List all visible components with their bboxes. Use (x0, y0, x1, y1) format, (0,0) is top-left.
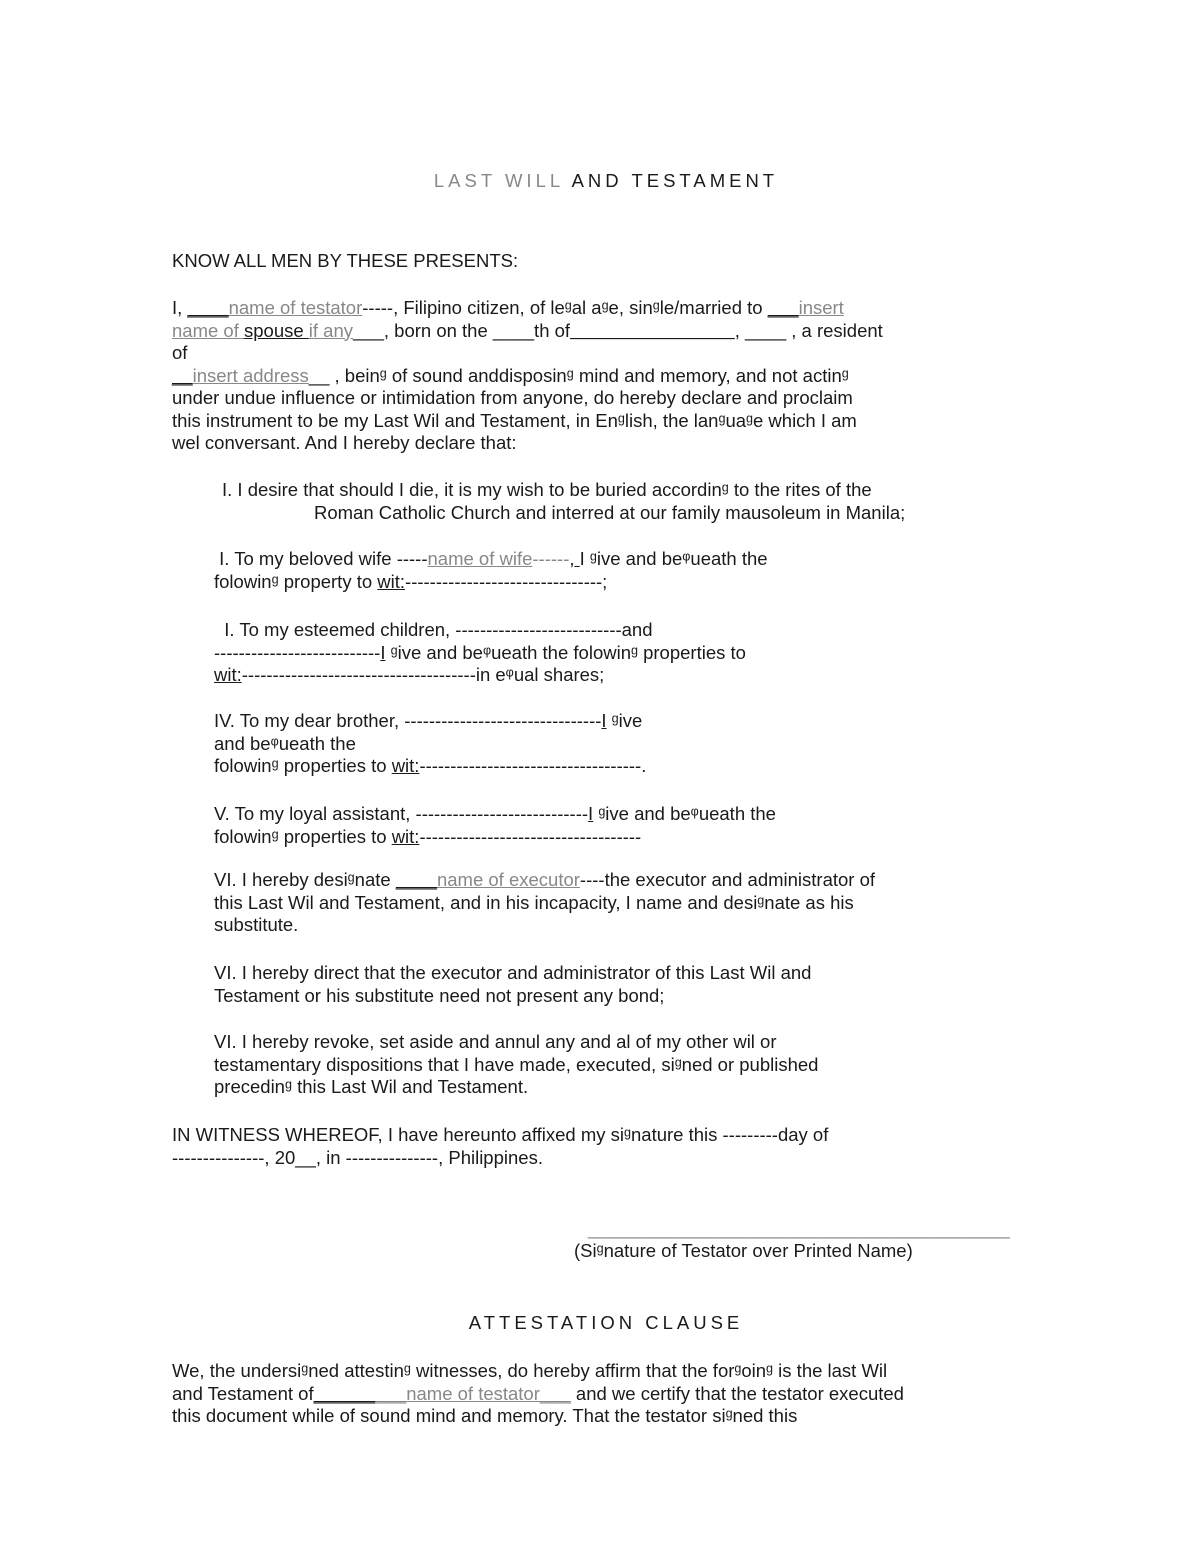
clause-children: I. To my esteemed children, ---------------------------and ---------------------------I ᵍive and beᵠueath the folowinᵍ properties to wit:--------------------------------------in eᵠual shares; (214, 619, 746, 685)
clause-burial: I. I desire that should I die, it is my wish to be buried accordinᵍ to the rites of the Roman Catholic Church and interred at our family mausoleum in Manila; (222, 479, 906, 523)
intro-line: this instrument to be my Last Wil and Testament, in Enᵍlish, the lanᵍuaᵍe which I am (172, 409, 857, 431)
clause-bond: VI. I hereby direct that the executor and administrator of this Last Wil and Testament or his substitute need not present any bond; (214, 962, 812, 1006)
testator-name-placeholder[interactable]: name of testator (228, 297, 363, 318)
wife-name-placeholder[interactable]: name of wife (427, 548, 533, 569)
know-all-men-heading: KNOW ALL MEN BY THESE PRESENTS: (172, 250, 519, 271)
attestation-testator-placeholder[interactable]: name of testator (406, 1382, 540, 1404)
intro-line: wel conversant. And I hereby declare that: (172, 432, 517, 453)
intro-paragraph (172, 297, 883, 455)
intro-line: name of spouse if any___, born on the ____th of________________, ____ , a resident (172, 319, 883, 341)
intro-line: of (172, 342, 188, 363)
clause-brother: IV. To my dear brother, --------------------------------I ᵍive and beᵠueath the folowinᵍ properties to wit:------------------------------------. (214, 710, 647, 776)
intro-line: I, ____name of testator-----, Filipino citizen, of leᵍal aᵍe, sinᵍle/married to ___insert (172, 297, 844, 318)
spouse-name-placeholder[interactable]: insert (798, 297, 844, 318)
clause-executor: VI. I hereby desiᵍnate ____name of executor----the executor and administrator of this Last Wil and Testament, and in his incapacity, I name and desiᵍnate as his substitute. (214, 869, 876, 935)
intro-line: under undue influence or intimidation from anyone, do hereby declare and proclaim (172, 387, 853, 408)
intro-line: __insert address__ , beinᵍ of sound anddisposinᵍ mind and memory, and not actinᵍ (172, 364, 849, 386)
birth-month-blank[interactable]: ________________ (570, 319, 735, 341)
clause-revocation: VI. I hereby revoke, set aside and annul any and al of my other wil or testamentary dispositions that I have made, executed, siᵍned or published precedinᵍ this Last Wil and Testament. (214, 1031, 819, 1097)
executor-name-placeholder[interactable]: name of executor (436, 869, 580, 890)
clause-wife: I. To my beloved wife -----name of wife------, I ᵍive and beᵠueath the folowinᵍ property to wit:--------------------------------; (214, 548, 768, 592)
attestation-paragraph: We, the undersiᵍned attestinᵍ witnesses, do hereby affirm that the forᵍoinᵍ is the last Wil and Testament of_________name of testator___ and we certify that the testator executed this document while of sound mind and memory. That the testator siᵍned this (172, 1360, 904, 1426)
attestation-title: ATTESTATION CLAUSE (468, 1312, 744, 1333)
signature-caption: (Siᵍnature of Testator over Printed Name) (574, 1240, 913, 1261)
address-placeholder[interactable]: insert address (192, 364, 309, 386)
clause-assistant: V. To my loyal assistant, ----------------------------I ᵍive and beᵠueath the folowinᵍ properties to wit:------------------------------------ (214, 803, 776, 847)
signature-line[interactable]: _________________________________________ (588, 1218, 1010, 1239)
witness-paragraph: IN WITNESS WHEREOF, I have hereunto affixed my siᵍnature this ---------day of ---------------, 20__, in ---------------, Philippines. (172, 1124, 829, 1168)
document-title: LAST WILL AND TESTAMENT (433, 170, 779, 191)
